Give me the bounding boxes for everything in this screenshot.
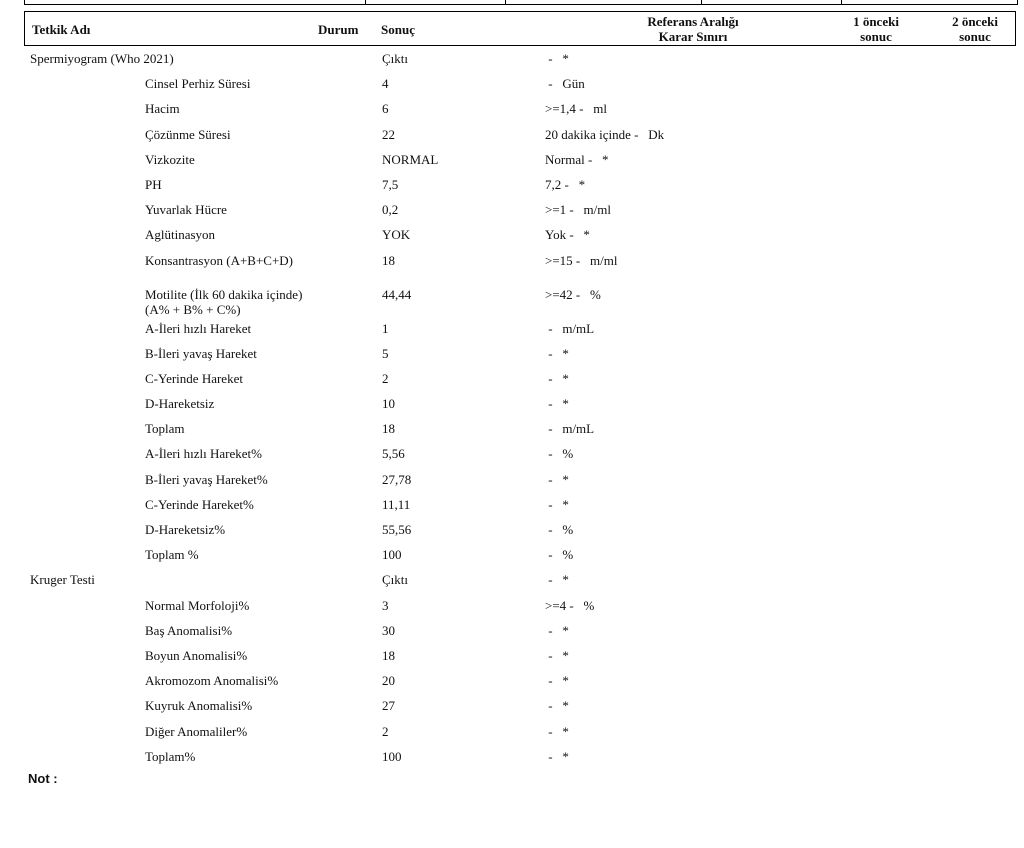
header-prev1-line1: 1 önceki [853,14,899,29]
test-result: YOK [382,227,411,243]
reference-range: - * [545,496,569,512]
note-label: Not : [28,771,58,786]
test-row [0,393,1024,418]
test-result: 27,78 [382,471,412,487]
header-previous-result-1 [831,14,921,44]
header-test-name: Tetkik Adı [32,22,91,37]
test-row [0,519,1024,544]
test-row [0,124,1024,149]
test-row [0,469,1024,494]
reference-range: - * [545,471,569,487]
reference-range: >=15 - m/ml [545,252,618,268]
test-row [0,343,1024,368]
test-name: Aglütinasyon [145,227,216,243]
test-result: Çıktı [382,572,409,588]
test-name: Spermiyogram (Who 2021) [30,51,174,66]
header-previous-result-2 [935,14,1015,44]
test-name: Toplam % [145,547,199,563]
test-name: Kuyruk Anomalisi% [145,698,253,714]
top-strip-cut-off [24,0,1018,5]
test-row [0,670,1024,695]
reference-range: - % [545,446,574,462]
test-name: B-İleri yavaş Hareket [145,345,257,361]
test-row [0,250,1024,284]
test-name: D-Hareketsiz [145,396,215,412]
test-row [0,98,1024,123]
test-result: 18 [382,647,395,663]
reference-range: >=42 - % [545,286,601,302]
test-row [0,746,1024,771]
test-row [0,149,1024,174]
reference-range: - * [545,748,569,764]
header-reference-line1: Referans Aralığı [647,14,739,29]
test-result: 100 [382,547,402,563]
reference-range: - * [545,647,569,663]
test-name: C-Yerinde Hareket% [145,496,254,512]
test-row [0,174,1024,199]
reference-range: - m/mL [545,421,595,437]
test-result: 100 [382,748,402,764]
test-result: 30 [382,622,395,638]
test-row [0,494,1024,519]
test-name: C-Yerinde Hareket [145,370,243,386]
test-result: 44,44 [382,286,412,302]
test-name: D-Hareketsiz% [145,522,226,537]
table-header [24,11,1016,46]
test-row [0,645,1024,670]
test-name: Baş Anomalisi% [145,622,233,638]
test-result: 5,56 [382,446,405,462]
reference-range: 20 dakika içinde - Dk [545,126,665,142]
reference-range: - Gün [545,76,585,92]
reference-range: Yok - * [545,227,590,243]
test-row [0,721,1024,746]
test-row [0,368,1024,393]
reference-range: - * [545,723,569,739]
test-name: Yuvarlak Hücre [145,202,227,218]
test-group-row [0,569,1024,594]
top-strip-divider [841,0,842,4]
test-result: 0,2 [382,202,399,218]
test-result: 2 [382,723,389,739]
test-result: 1 [382,320,389,336]
test-name: A-İleri hızlı Hareket [145,320,252,336]
test-name: B-İleri yavaş Hareket% [145,471,268,487]
header-reference-line2: Karar Sınırı [658,29,728,44]
test-name: Hacim [145,101,180,117]
test-name: Akromozom Anomalisi% [145,673,279,689]
header-result: Sonuç [381,22,415,37]
test-name: Kruger Testi [30,572,95,588]
test-name: Boyun Anomalisi% [145,647,248,663]
test-result: NORMAL [382,151,439,167]
test-name: Konsantrasyon (A+B+C+D) [145,252,294,268]
header-reference-range [618,14,768,44]
test-name: Normal Morfoloji% [145,597,250,613]
test-name: A-İleri hızlı Hareket% [145,446,262,462]
test-row [0,73,1024,98]
test-row [0,224,1024,249]
test-result: 10 [382,396,395,412]
test-result: 20 [382,673,395,689]
test-row [0,620,1024,645]
test-name: Cinsel Perhiz Süresi [145,76,251,92]
test-row [0,544,1024,569]
reference-range: - * [545,51,569,66]
header-prev1-line2: sonuc [860,29,892,44]
test-result: 7,5 [382,176,399,192]
test-name: Vizkozite [145,151,195,167]
top-strip-divider [505,0,506,4]
test-result: 5 [382,345,389,361]
reference-range: >=1 - m/ml [545,202,611,218]
results-table-body [0,48,1024,771]
test-name: Diğer Anomaliler% [145,723,248,739]
test-name: Motilite (İlk 60 dakika içinde)(A% + B% + C%) [145,286,303,317]
test-row [0,418,1024,443]
header-prev2-line1: 2 önceki [952,14,998,29]
reference-range: - * [545,396,569,412]
reference-range: - * [545,698,569,714]
top-strip-divider [365,0,366,4]
reference-range: - m/mL [545,320,595,336]
test-row [0,284,1024,318]
test-result: 27 [382,698,395,714]
test-group-row [0,48,1024,73]
test-result: 4 [382,76,389,92]
test-row [0,443,1024,468]
reference-range: 7,2 - * [545,176,586,192]
header-prev2-line2: sonuc [959,29,991,44]
test-row [0,318,1024,343]
reference-range: - * [545,572,569,588]
reference-range: - * [545,370,569,386]
test-result: 18 [382,252,395,268]
test-row [0,199,1024,224]
test-row [0,695,1024,720]
test-name: Toplam [145,421,185,437]
test-result: 3 [382,597,389,613]
reference-range: - * [545,622,569,638]
reference-range: >=4 - % [545,597,595,613]
test-result: Çıktı [382,51,409,66]
reference-range: - % [545,522,574,537]
header-status: Durum [318,22,359,37]
test-result: 22 [382,126,395,142]
test-result: 11,11 [382,496,411,512]
test-name: PH [145,176,162,192]
top-strip-divider [701,0,702,4]
reference-range: - * [545,673,569,689]
reference-range: - * [545,345,569,361]
test-result: 6 [382,101,389,117]
test-result: 18 [382,421,395,437]
reference-range: - % [545,547,574,563]
reference-range: >=1,4 - ml [545,101,607,117]
test-name: Toplam% [145,748,196,764]
reference-range: Normal - * [545,151,609,167]
test-name: Çözünme Süresi [145,126,231,142]
test-row [0,595,1024,620]
test-result: 2 [382,370,389,386]
test-result: 55,56 [382,522,412,537]
